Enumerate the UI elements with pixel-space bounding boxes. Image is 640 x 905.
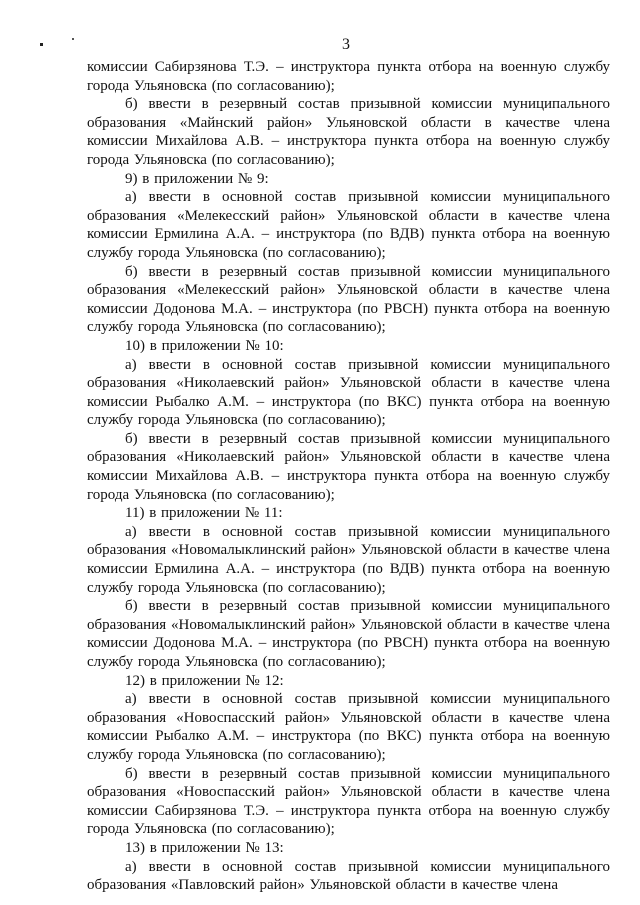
paragraph: б) ввести в резервный состав призывной комиссии муниципального образования «Майнский район» Ульяновской области в качестве члена комиссии Михайлова А.В. – инструктора пункта отбора на военную службу города Ульяновска (по согласованию);: [87, 96, 610, 168]
list-item-heading: 9) в приложении № 9:: [125, 170, 269, 187]
paragraph: а) ввести в основной состав призывной комиссии муниципального образования «Николаевский район» Ульяновской области в качестве члена комиссии Рыбалко А.М. – инструктора (по ВКС) пункта отбора на военную службу города Ульяновска (по согласованию);: [87, 356, 610, 429]
list-item-heading: 13) в приложении № 13:: [125, 839, 284, 856]
list-item-heading: 10) в приложении № 10:: [125, 337, 284, 354]
list-item-heading: 11) в приложении № 11:: [125, 505, 283, 522]
list-item-heading: 12) в приложении № 12:: [125, 672, 284, 689]
paragraph: а) ввести в основной состав призывной комиссии муниципального образования «Новоспасский район» Ульяновской области в качестве члена комиссии Рыбалко А.М. – инструктора (по ВКС) пункта отбора на военную службу города Ульяновска (по согласованию);: [87, 691, 610, 763]
paragraph: а) ввести в основной состав призывной комиссии муниципального образования «Новомалыклинский район» Ульяновской области в качестве члена комиссии Ермилина А.А. – инструктора (по ВДВ) пункта отбора на военную службу города Ульяновска (по согласованию);: [87, 523, 610, 596]
paragraph: б) ввести в резервный состав призывной комиссии муниципального образования «Николаевский район» Ульяновской области в качестве члена комиссии Михайлова А.В. – инструктора пункта отбора на военную службу города Ульяновска (по согласованию);: [87, 430, 610, 503]
document-body: [87, 58, 610, 895]
paragraph: а) ввести в основной состав призывной комиссии муниципального образования «Павловский район» Ульяновской области в качестве члена: [87, 858, 610, 894]
paragraph: б) ввести в резервный состав призывной комиссии муниципального образования «Новомалыклинский район» Ульяновской области в качестве члена комиссии Додонова М.А. – инструктора (по РВСН) пункта отбора на военную службу города Ульяновска (по согласованию);: [87, 598, 610, 670]
paragraph-continuation: комиссии Сабирзянова Т.Э. – инструктора пункта отбора на военную службу города Ульяновска (по согласованию);: [87, 59, 610, 94]
page-number: 3: [342, 36, 350, 53]
paragraph: б) ввести в резервный состав призывной комиссии муниципального образования «Мелекесский район» Ульяновской области в качестве члена комиссии Додонова М.А. – инструктора (по РВСН) пункта отбора на военную службу города Ульяновска (по согласованию);: [87, 263, 610, 336]
paragraph: б) ввести в резервный состав призывной комиссии муниципального образования «Новоспасский район» Ульяновской области в качестве члена комиссии Сабирзянова Т.Э. – инструктора пункта отбора на военную службу города Ульяновска (по согласованию);: [87, 765, 610, 838]
paragraph: а) ввести в основной состав призывной комиссии муниципального образования «Мелекесский район» Ульяновской области в качестве члена комиссии Ермилина А.А. – инструктора (по ВДВ) пункта отбора на военную службу города Ульяновска (по согласованию);: [87, 189, 610, 261]
